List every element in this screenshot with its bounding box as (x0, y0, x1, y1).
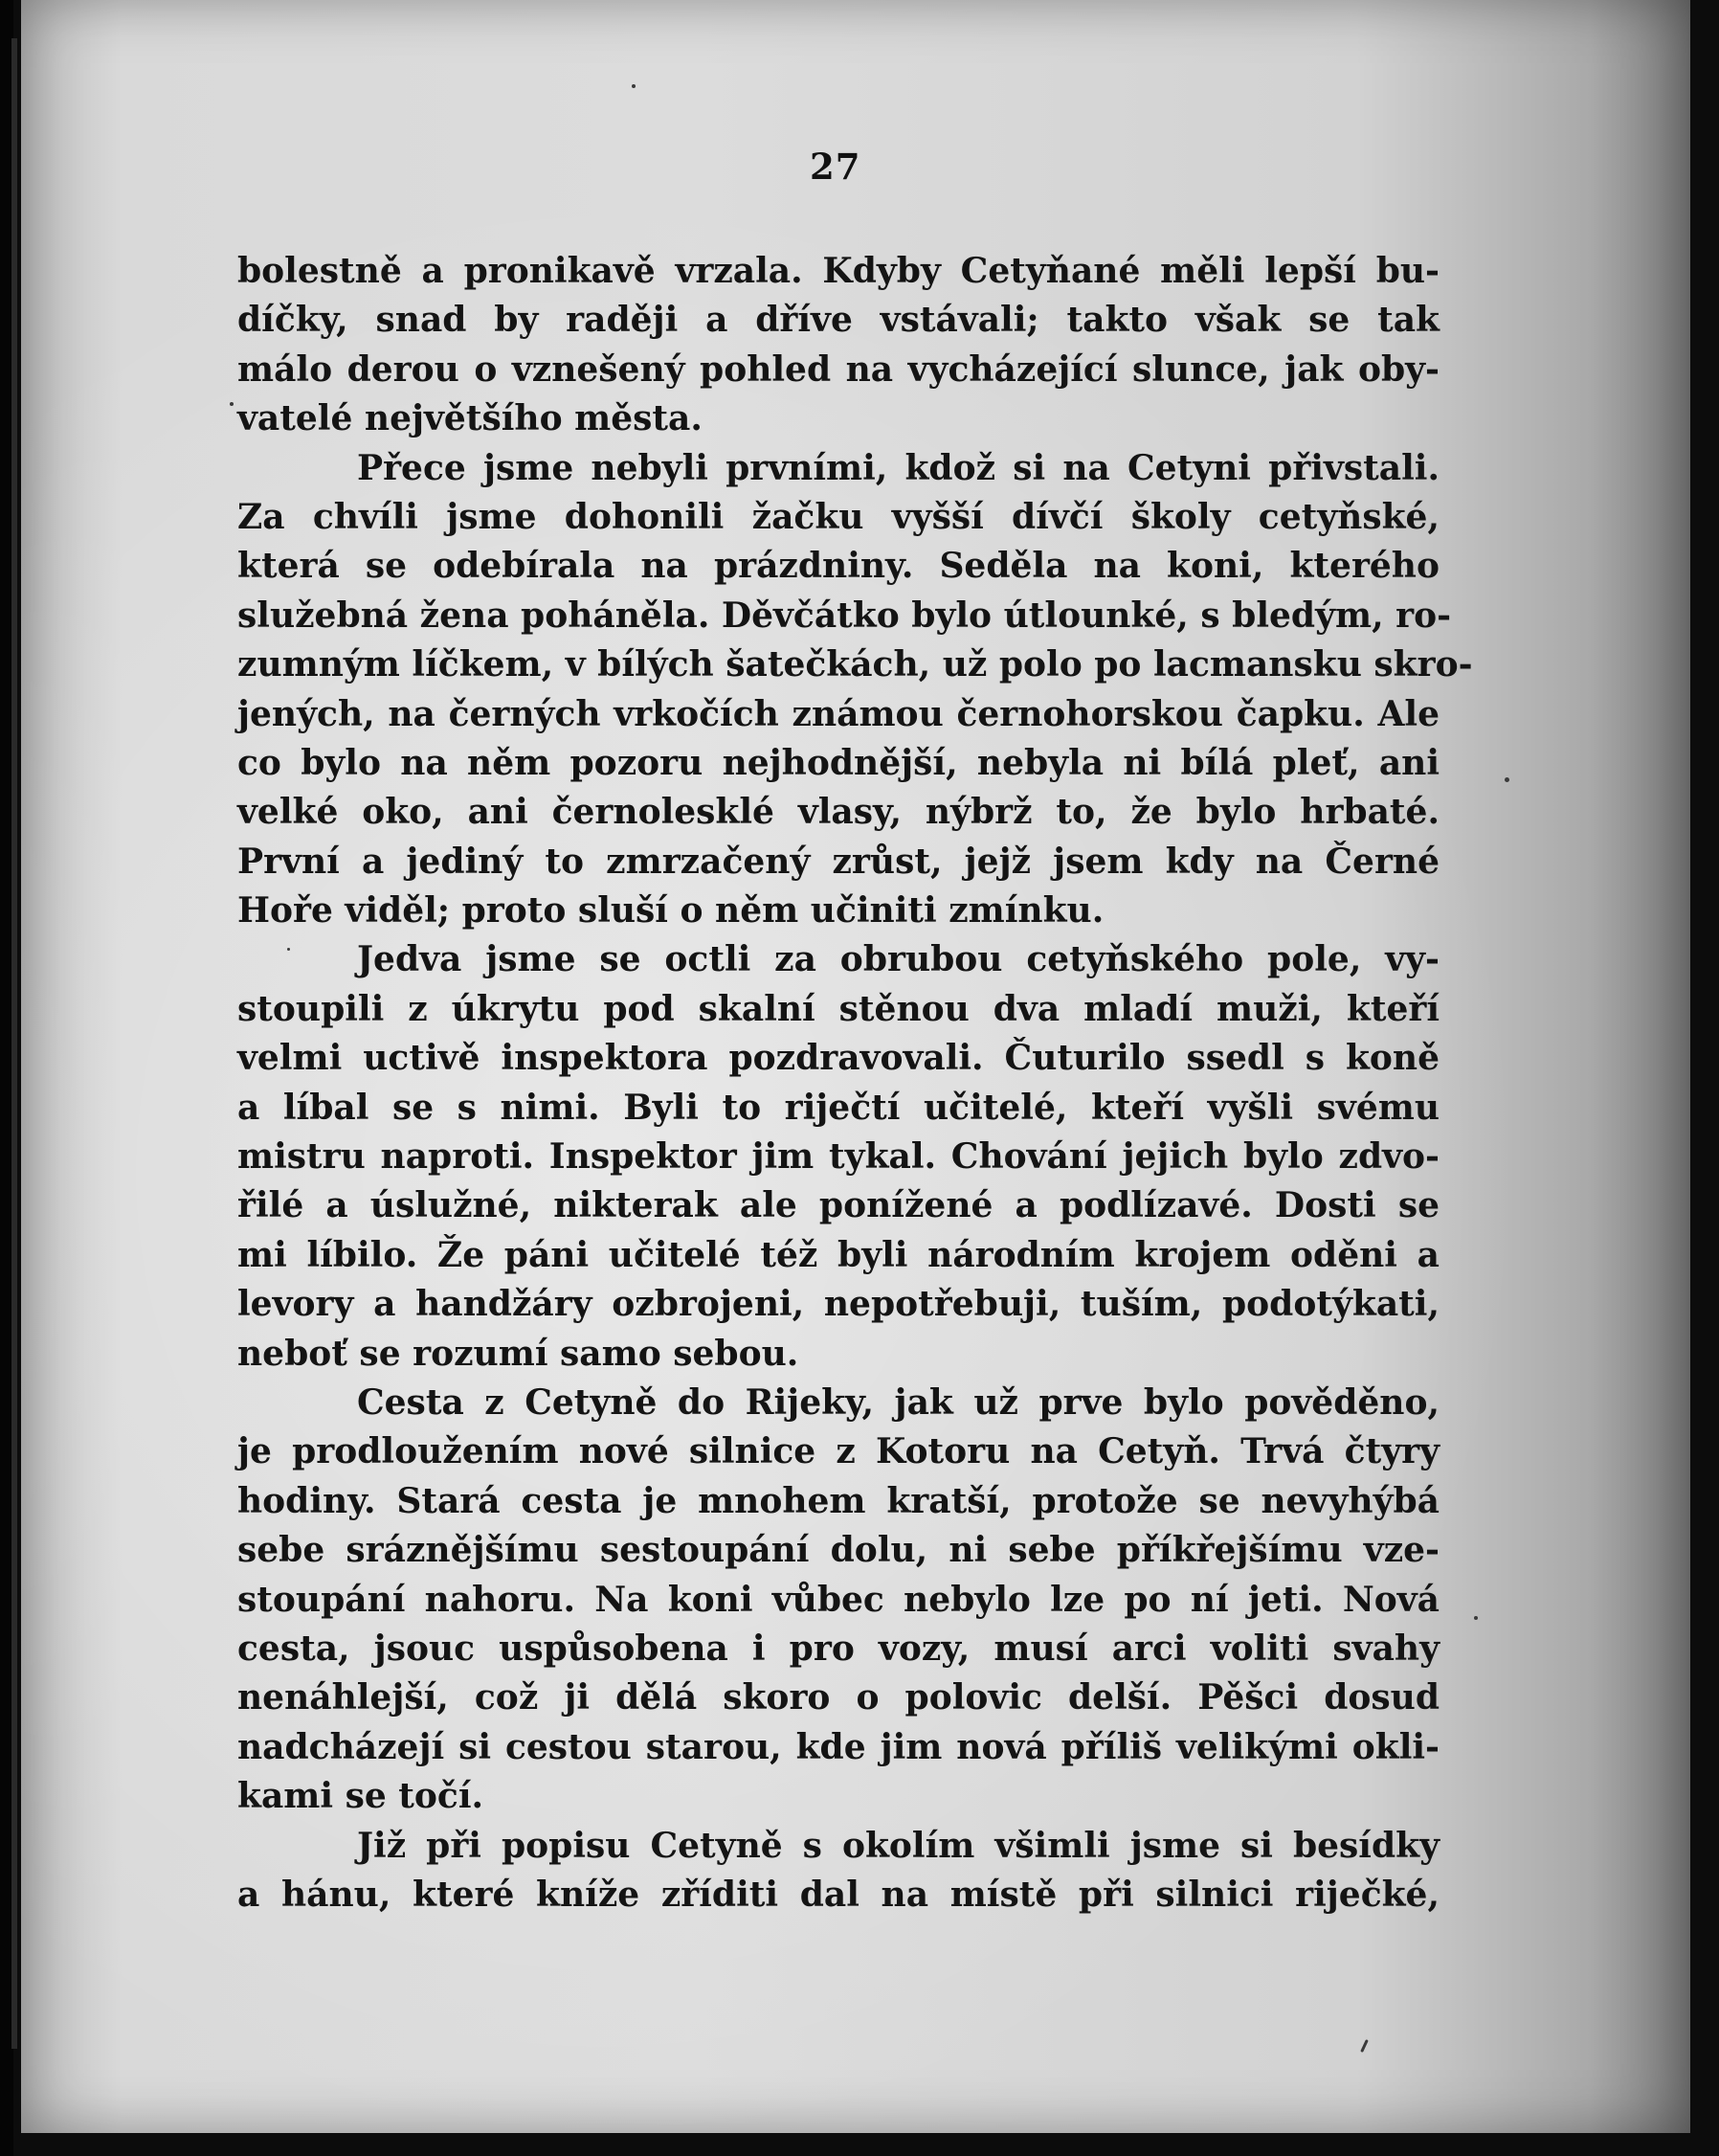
text-line: velmi uctivě inspektora pozdravovali. Čuturilo ssedl s koně (237, 1038, 1440, 1079)
speck (632, 84, 636, 88)
text-line: Již při popisu Cetyně s okolím všimli jsme si besídky (357, 1825, 1440, 1866)
text-line: neboť se rozumí samo sebou. (237, 1333, 799, 1374)
text-line: vatelé největšího města. (237, 398, 703, 439)
text-line: jených, na černých vrkočích známou černohorskou čapku. Ale (237, 693, 1440, 734)
text-line: nadcházejí si cestou starou, kde jim nová příliš velikými okli- (237, 1726, 1440, 1767)
text-line: stoupání nahoru. Na koni vůbec nebylo lze po ní jeti. Nová (237, 1579, 1440, 1620)
body-text (237, 247, 1473, 1920)
text-line: stoupili z úkrytu pod skalní stěnou dva mladí muži, kteří (237, 988, 1440, 1029)
text-line: cesta, jsouc uspůsobena i pro vozy, musí arci voliti svahy (237, 1628, 1440, 1669)
text-line: která se odebírala na prázdniny. Seděla na koni, kterého (237, 546, 1440, 587)
text-line: nenáhlejší, což ji dělá skoro o polovic delší. Pěšci dosud (237, 1677, 1440, 1718)
text-line: mistru naproti. Inspektor jim tykal. Chování jejich bylo zdvo- (237, 1136, 1440, 1178)
text-line: řilé a úslužné, nikterak ale ponížené a podlízavé. Dosti se (237, 1185, 1440, 1226)
text-line: mi líbilo. Že páni učitelé též byli národním krojem oděni a (237, 1234, 1440, 1275)
text-line: Jedva jsme se octli za obrubou cetyňského pole, vy- (357, 939, 1440, 980)
text-line: sebe sráznějšímu sestoupání dolu, ni sebe příkřejšímu vze- (237, 1530, 1440, 1571)
text-line: co bylo na něm pozoru nejhodnější, nebyla ni bílá pleť, ani (237, 742, 1440, 783)
text-line: hodiny. Stará cesta je mnohem kratší, protože se nevyhýbá (237, 1480, 1440, 1521)
page-number-text: 27 (810, 146, 861, 188)
text-line: a líbal se s nimi. Byli to riječtí učitelé, kteří vyšli svému (237, 1087, 1440, 1128)
text-line: zumným líčkem, v bílých šatečkách, už polo po lacmansku skro- (237, 644, 1473, 685)
text-line: a hánu, které kníže zříditi dal na místě při silnici riječké, (237, 1874, 1440, 1915)
text-line: velké oko, ani černolesklé vlasy, nýbrž to, že bylo hrbaté. (237, 792, 1440, 833)
text-line: Hoře viděl; proto sluší o něm učiniti zmínku. (237, 890, 1105, 932)
speck (1505, 777, 1509, 782)
text-line: bolestně a pronikavě vrzala. Kdyby Cetyňané měli lepší bu- (237, 251, 1440, 291)
speck (230, 402, 234, 406)
text-line: kami se točí. (237, 1776, 484, 1817)
text-line: Za chvíli jsme dohonili žačku vyšší dívčí školy cetyňské, (237, 496, 1440, 537)
text-line: málo derou o vznešený pohled na vycházející slunce, jak oby- (237, 348, 1440, 390)
text-line: Přece jsme nebyli prvními, kdož si na Cetyni přivstali. (357, 447, 1440, 488)
text-line: díčky, snad by raději a dříve vstávali; takto však se tak (237, 300, 1440, 341)
speck (1474, 1616, 1478, 1620)
binding-spine (11, 38, 17, 2049)
text-line: je prodloužením nové silnice z Kotoru na Cetyň. Trvá čtyry (237, 1431, 1440, 1472)
text-line: První a jediný to zmrzačený zrůst, jejž jsem kdy na Černé (237, 841, 1440, 882)
text-line: levory a handžáry ozbrojeni, nepotřebuji, tuším, podotýkati, (237, 1284, 1440, 1325)
text-line: Cesta z Cetyně do Rijeky, jak už prve bylo pověděno, (357, 1381, 1440, 1423)
text-line: služebná žena poháněla. Děvčátko bylo útlounké, s bledým, ro- (237, 595, 1452, 636)
